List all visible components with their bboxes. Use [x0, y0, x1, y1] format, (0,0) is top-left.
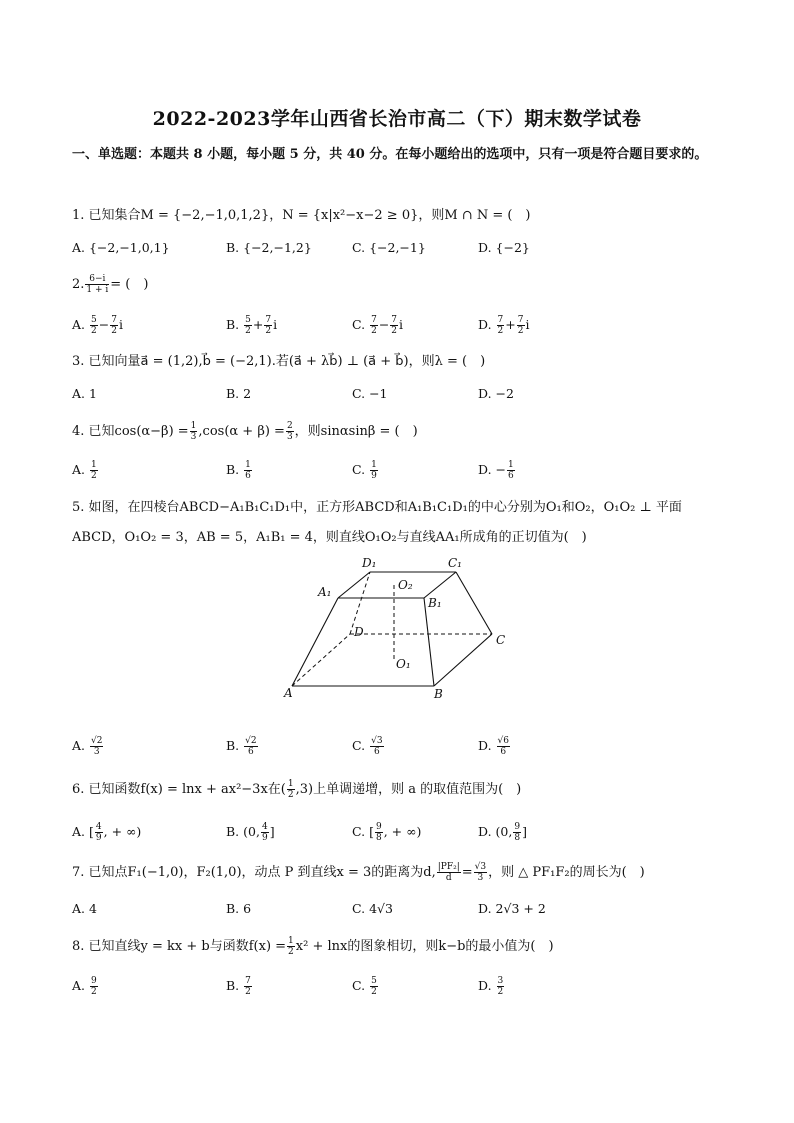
question-4-stem: 4. 已知cos(α−β) = $\frac{1}{3}$ ,cos(α + β) = $\frac{2}{3}$ ，则sinαsinβ = ( )	[72, 421, 418, 442]
q2-fraction-den: 1 + i	[86, 285, 109, 295]
question-5-stem-line2: ABCD，O₁O₂ = 3，AB = 5，A₁B₁ = 4，则直线O₁O₂与直线AA₁所成角的正切值为( )	[72, 530, 587, 545]
q8-option-d: D. $\frac{3}{2}$	[478, 976, 504, 997]
q6-option-c: C. [ $\frac{9}{8}$ , + ∞)	[352, 822, 422, 843]
q6-frac: $\frac{1}{2}$	[287, 779, 294, 800]
q7-option-d: D. 2√3 + 2	[478, 901, 546, 916]
q1-option-d: D. {−2}	[478, 240, 530, 255]
q5-option-c: C. $\frac{√3}{6}$	[352, 736, 383, 757]
question-5-stem-line1: 5. 如图，在四棱台ABCD−A₁B₁C₁D₁中，正方形ABCD和A₁B₁C₁D₁的中心分别为O₁和O₂，O₁O₂ ⊥ 平面	[72, 500, 682, 515]
edge-A1D1	[338, 572, 370, 598]
q4-option-c: C. $\frac{1}{9}$	[352, 460, 377, 481]
q5-option-b: B. $\frac{√2}{6}$	[226, 736, 257, 757]
question-2-stem	[72, 274, 148, 295]
q2-number: 2.	[72, 277, 85, 292]
label-B1: B₁	[428, 596, 442, 610]
q3-option-a: A. 1	[72, 386, 97, 401]
q3-option-c: C. −1	[352, 386, 388, 401]
q4-frac-2: $\frac{2}{3}$	[286, 421, 293, 442]
edge-BB1	[424, 598, 434, 686]
q2-tail: = ( )	[110, 277, 149, 292]
q7-option-a: A. 4	[72, 901, 97, 916]
q7-option-c: C. 4√3	[352, 901, 393, 916]
q4-option-a: A. $\frac{1}{2}$	[72, 460, 97, 481]
q4-option-b: B. $\frac{1}{6}$	[226, 460, 251, 481]
q8-option-b: B. $\frac{7}{2}$	[226, 976, 251, 997]
label-B: B	[434, 687, 443, 701]
edge-AA1	[292, 598, 338, 686]
label-A1: A₁	[318, 585, 332, 599]
q7-option-b: B. 6	[226, 901, 252, 916]
q1-option-b: B. {−2,−1,2}	[226, 240, 312, 255]
frustum-figure	[280, 552, 520, 702]
q5-option-d: D. $\frac{√6}{6}$	[478, 736, 510, 757]
label-A: A	[284, 686, 293, 700]
label-O1: O₁	[396, 657, 411, 671]
label-D1: D₁	[362, 556, 377, 570]
q3-option-b: B. 2	[226, 386, 252, 401]
q2-option-c: C. $\frac{7}{2}$ − $\frac{7}{2}$ i	[352, 315, 404, 336]
question-6-stem: 6. 已知函数f(x) = lnx + ax²−3x在( $\frac{1}{2}$ ,3)上单调递增，则 a 的取值范围为( )	[72, 779, 522, 800]
q4-option-d: D. − $\frac{1}{6}$	[478, 460, 514, 481]
q7-frac-1: $\frac{\text{|PF₂|}}{d}$	[437, 862, 460, 883]
question-7-stem: 7. 已知点F₁(−1,0)，F₂(1,0)，动点 P 到直线x = 3的距离为d, $\frac{\text{|PF₂|}}{d}$ = $\frac{√3}{3}$ ，则 △ PF₁F₂的周长为( )	[72, 862, 645, 883]
q2-fraction	[85, 274, 109, 295]
page-title: 2022-2023学年山西省长治市高二（下）期末数学试卷	[152, 108, 642, 130]
edge-B1C1	[424, 572, 456, 598]
question-1-stem: 1. 已知集合M = {−2,−1,0,1,2}，N = {x|x²−x−2 ≥ 0}，则M ∩ N = ( )	[72, 208, 531, 223]
question-3-stem: 3. 已知向量a⃗ = (1,2),b⃗ = (−2,1).若(a⃗ + λb⃗) ⊥ (a⃗ + b⃗)，则λ = ( )	[72, 354, 486, 369]
edge-BC	[434, 634, 492, 686]
section-header: 一、单选题：本题共 8 小题，每小题 5 分，共 40 分。在每小题给出的选项中，只有一项是符合题目要求的。	[72, 147, 708, 162]
question-8-stem: 8. 已知直线y = kx + b与函数f(x) = $\frac{1}{2}$ x² + lnx的图象相切，则k−b的最小值为( )	[72, 936, 554, 957]
q8-option-c: C. $\frac{5}{2}$	[352, 976, 377, 997]
q8-frac: $\frac{1}{2}$	[288, 936, 294, 957]
q1-option-c: C. {−2,−1}	[352, 240, 426, 255]
q4-frac-1: $\frac{1}{3}$	[190, 421, 197, 442]
q6-option-b: B. (0, $\frac{4}{9}$ ]	[226, 822, 275, 843]
label-C: C	[496, 633, 506, 647]
q8-option-a: A. $\frac{9}{2}$	[72, 976, 97, 997]
q2-option-d: D. $\frac{7}{2}$ + $\frac{7}{2}$ i	[478, 315, 530, 336]
q1-option-a: A. {−2,−1,0,1}	[72, 240, 170, 255]
label-O2: O₂	[398, 578, 413, 592]
q5-option-a: A. $\frac{√2}{3}$	[72, 736, 103, 757]
q7-frac-2: $\frac{√3}{3}$	[474, 862, 487, 883]
q3-option-d: D. −2	[478, 386, 514, 401]
q6-option-a: A. [ $\frac{4}{9}$ , + ∞)	[72, 822, 142, 843]
q6-option-d: D. (0, $\frac{9}{8}$ ]	[478, 822, 527, 843]
q2-fraction-num: 6−i	[85, 274, 109, 285]
edge-AD	[292, 634, 350, 686]
q2-option-a: A. $\frac{5}{2}$ − $\frac{7}{2}$ i	[72, 315, 123, 336]
label-D: D	[354, 625, 364, 639]
label-C1: C₁	[448, 556, 462, 570]
q2-option-b: B. $\frac{5}{2}$ + $\frac{7}{2}$ i	[226, 315, 278, 336]
edge-CC1	[456, 572, 492, 634]
